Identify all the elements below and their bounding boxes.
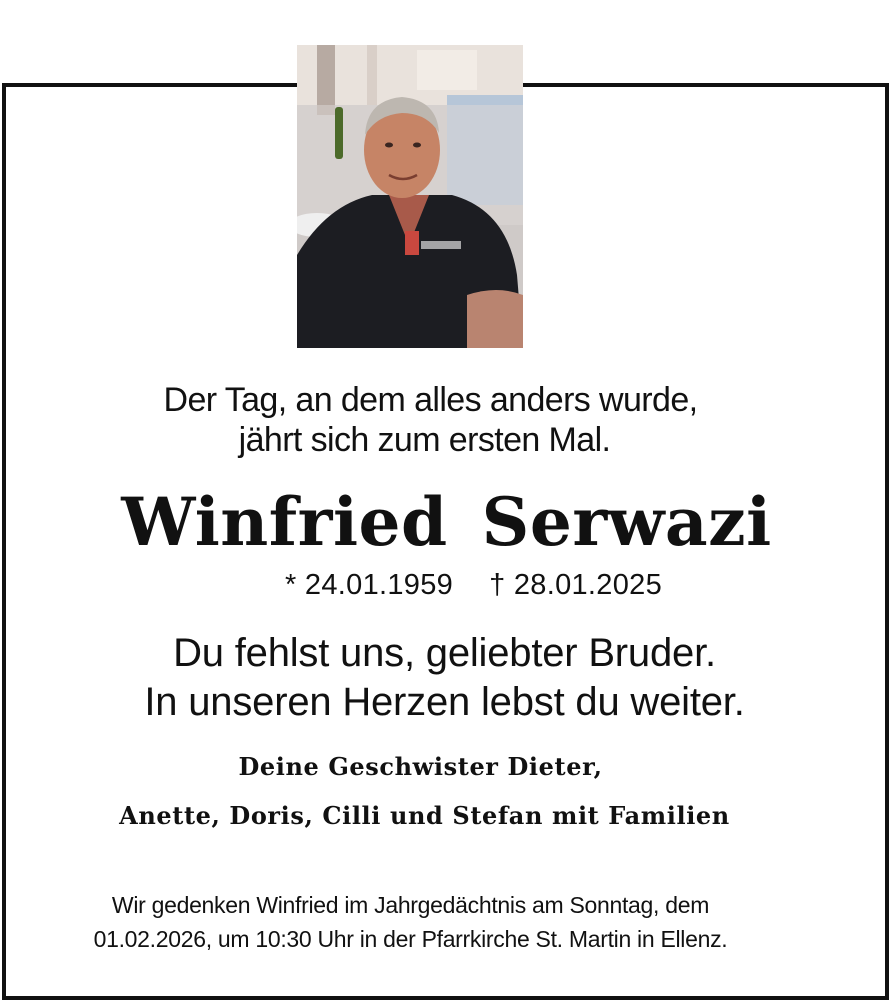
portrait-photo-illustration (297, 45, 523, 348)
verse-line-2: In unseren Herzen lebst du weiter. (144, 680, 745, 724)
birth-date: * 24.01.1959 (284, 569, 454, 601)
portrait-photo (297, 45, 523, 348)
signature-line-1: Deine Geschwister Dieter, (238, 752, 603, 781)
memorial-notice-line-2: 01.02.2026, um 10:30 Uhr in der Pfarrkirche St. Martin in Ellenz. (93, 926, 728, 952)
death-date: † 28.01.2025 (489, 569, 663, 601)
last-name: Serwazi (481, 483, 772, 561)
verse-line-1: Du fehlst uns, geliebter Bruder. (173, 631, 716, 675)
intro-line-1: Der Tag, an dem alles anders wurde, (163, 381, 698, 419)
deceased-name (2, 483, 889, 561)
first-name: Winfried (121, 483, 448, 561)
intro-line-2: jährt sich zum ersten Mal. (238, 421, 611, 459)
signature-line-2: Anette, Doris, Cilli und Stefan mit Familien (119, 801, 730, 830)
life-dates (29, 569, 889, 602)
memorial-notice-line-1: Wir gedenken Winfried im Jahrgedächtnis am Sonntag, dem (111, 892, 710, 918)
